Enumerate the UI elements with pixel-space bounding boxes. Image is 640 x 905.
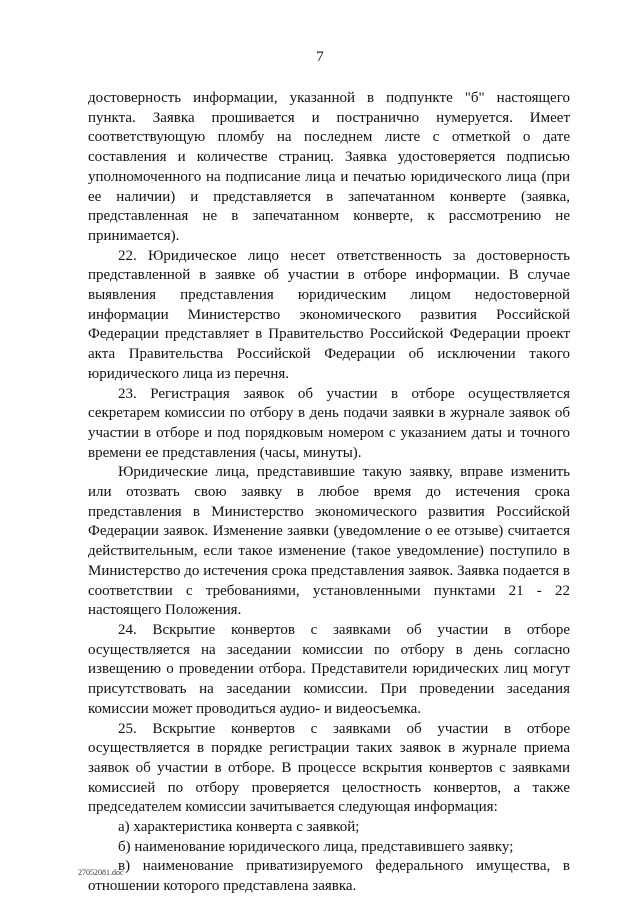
paragraph-item-23-continued: Юридические лица, представившие такую заявку, вправе изменить или отозвать свою заявку в любое время до истечения срока представления в Министерство экономического развития Российской Федерации заявок. Изменение заявки (уведомление о ее отзыве) считается действительным, если такое изменение (такое уведомление) поступило в Министерство до истечения срока представления заявок. Заявка подается в соответствии с требованиями, установленными пунктами 21 - 22 настоящего Положения. [88,464,570,619]
footer-filename: 27052081.doc [78,868,124,877]
page-number: 7 [316,49,324,65]
paragraph-item-23: 23. Регистрация заявок об участии в отборе осуществляется секретарем комиссии по отбору в день подачи заявки в журнале заявок об участии в отборе и под порядковым номером с указанием даты и точного времени ее представления (часы, минуты). [88,385,570,461]
paragraph-item-24: 24. Вскрытие конвертов с заявками об участии в отборе осуществляется на заседании комиссии по отбору в день согласно извещению о проведении отбора. Представители юридических лиц могут присутствовать на заседании комиссии. При проведении заседания комиссии может проводиться аудио- и видеосъемка. [88,621,570,717]
list-item-v: в) наименование приватизируемого федерального имущества, в отношении которого представлена заявка. [88,858,570,895]
list-item-b: б) наименование юридического лица, представившего заявку; [118,838,514,855]
paragraph-item-25: 25. Вскрытие конвертов с заявками об участии в отборе осуществляется в порядке регистрации таких заявок в журнале приема заявок об участии в отборе. В процессе вскрытия конвертов с заявками комиссией по отбору проверяется целостность конвертов, а также председателем комиссии зачитывается следующая информация: [88,720,570,816]
list-item-a: а) характеристика конверта с заявкой; [118,819,360,836]
paragraph-continuation: достоверность информации, указанной в подпункте "б" настоящего пункта. Заявка прошивается и постранично нумеруется. Имеет соответствующую пломбу на последнем листе с отметкой о дате составления и количестве страниц. Заявка удостоверяется подписью уполномоченного на подписание лица и печатью юридического лица (при ее наличии) и представляется в запечатанном конверте (заявка, представленная не в запечатанном конверте, к рассмотрению не принимается). [88,90,570,244]
paragraph-item-22: 22. Юридическое лицо несет ответственность за достоверность представленной в заявке об участии в отборе информации. В случае выявления представления юридическим лицом недостоверной информации Министерство экономического развития Российской Федерации представляет в Правительство Российской Федерации проект акта Правительства Российской Федерации об исключении такого юридического лица из перечня. [88,247,570,382]
document-body [88,89,570,897]
